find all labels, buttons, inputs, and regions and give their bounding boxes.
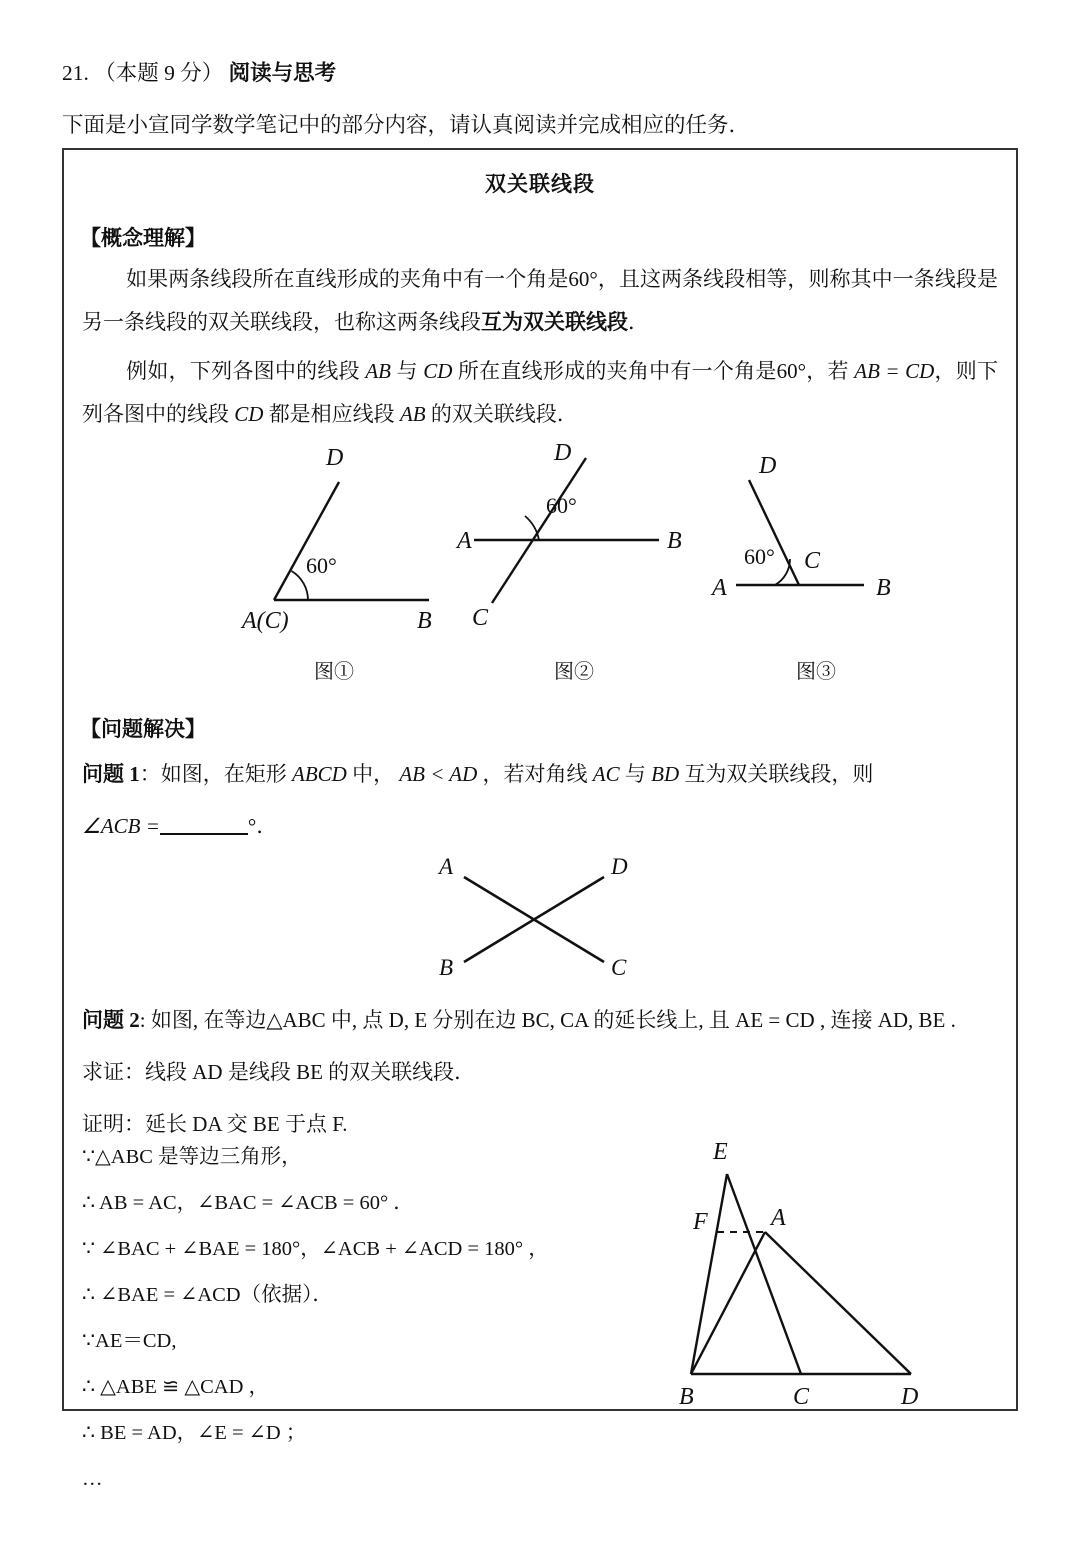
figure-2-angle-value: 60° [546, 493, 577, 519]
rectangle-figure-wrap [64, 857, 1016, 989]
problem-1-line-2 [82, 805, 998, 847]
figure-2-label-C: C [472, 605, 489, 632]
figure-1-angle-diagram [214, 440, 474, 640]
triangle-label-C: C [793, 1384, 810, 1411]
figure-2-label-B: B [667, 528, 682, 555]
concept-p1-end: ． [628, 310, 649, 335]
figure-3-label-B: B [876, 575, 891, 602]
figure-2-label-D: D [554, 440, 572, 467]
proof-line: ∵AE＝CD, [82, 1330, 177, 1353]
problem-2-line-1 [82, 999, 998, 1041]
cp2-c: 所在直线形成的夹角中有一个角是60°，若 [452, 359, 855, 384]
p1-text-a: ：如图，在矩形 [139, 762, 292, 787]
triangle-label-F: F [693, 1209, 708, 1236]
triangle-label-E: E [713, 1139, 728, 1166]
figure-caption-2: 图② [554, 661, 594, 684]
p1-angle-acb: ∠ACB = [82, 814, 160, 839]
answer-blank-acb[interactable] [160, 812, 248, 835]
p1-text-b: 中， [346, 762, 400, 787]
proof-line: ∵ ∠BAC + ∠BAE = 180°，∠ACB + ∠ACD = 180° ， [82, 1238, 549, 1261]
rectangle-label-D: D [611, 857, 628, 880]
rectangle-abcd-diagram [419, 857, 659, 987]
figure-2-label-A: A [457, 528, 472, 555]
figure-3-angle-value: 60° [744, 544, 775, 570]
triangle-label-B: B [679, 1384, 694, 1411]
section-heading-concept: 【概念理解】 [80, 226, 206, 250]
p1-text-d: 与 [619, 762, 652, 787]
cp2-a: 例如，下列各图中的线段 [126, 359, 366, 384]
example-figures-row [64, 440, 1016, 655]
proof-line: ∵△ABC 是等边三角形， [82, 1146, 302, 1169]
question-number: 21. [62, 61, 89, 85]
concept-p1-bold: 互为双关联线段 [481, 310, 628, 335]
p1-ac: AC [592, 762, 620, 787]
triangle-label-D: D [901, 1384, 919, 1411]
p2-statement: : 如图, 在等边△ABC 中, 点 D, E 分别在边 BC, CA 的延长线上, 且 AE = CD , 连接 AD, BE . [139, 1008, 956, 1033]
p1-degree-tail: °． [247, 814, 278, 839]
problem-2-label: 问题 2 [82, 1008, 140, 1033]
problem-2-line-3: 证明：延长 DA 交 BE 于点 F. [82, 1112, 348, 1137]
question-score-note: （本题 9 分） [94, 61, 224, 85]
p1-bd: BD [651, 762, 680, 787]
problem-1-label: 问题 1 [82, 762, 140, 787]
note-title: 双关联线段 [485, 172, 595, 196]
cp2-d: ，则下列各图中的线段 [82, 359, 999, 427]
concept-p1-text: 如果两条线段所在直线形成的夹角中有一个角是60°，且这两条线段相等，则称其中一条线段是另一条线段的双关联线段，也称这两条线段 [82, 267, 998, 335]
figure-3-label-C: C [804, 548, 821, 575]
proof-line-ellipsis: … [82, 1468, 103, 1491]
figure-3-angle-diagram [704, 440, 964, 640]
figure-1-label-AC: A(C) [242, 608, 289, 635]
figure-captions-row [64, 655, 1016, 689]
section-heading-problem-solving: 【问题解决】 [80, 717, 206, 742]
p1-text-e: 互为双关联线段，则 [679, 762, 874, 787]
question-title: 阅读与思考 [228, 61, 337, 85]
concept-paragraph-2 [82, 350, 998, 436]
rectangle-label-B: B [439, 955, 454, 981]
p1-inequality: AB < AD [399, 762, 478, 787]
p1-text-c: ，若对角线 [477, 762, 593, 787]
cp2-cd2: CD [234, 402, 264, 427]
rectangle-label-A: A [439, 857, 454, 880]
proof-area [64, 1139, 1016, 1547]
proof-line: ∴ △ABE ≌ △CAD ， [82, 1376, 270, 1399]
proof-line: ∴ ∠BAE = ∠ACD（依据）． [82, 1284, 333, 1307]
figure-1-label-B: B [417, 608, 432, 635]
figure-3-label-D: D [759, 453, 777, 480]
problem-1-line-1 [82, 753, 998, 795]
figure-2-angle-diagram [454, 440, 714, 640]
figure-caption-3: 图③ [796, 661, 836, 684]
figure-caption-1: 图① [314, 661, 354, 684]
question-heading [62, 62, 1022, 85]
cp2-ab: AB [365, 359, 391, 384]
figure-1-angle-value: 60° [306, 553, 337, 579]
cp2-b: 与 [390, 359, 424, 384]
proof-line-list [82, 1147, 642, 1515]
cp2-eq: AB = CD [854, 359, 935, 384]
proof-line: ∴ BE = AD，∠E = ∠D ； [82, 1422, 307, 1445]
concept-paragraph-1 [82, 258, 998, 344]
question-lead-text: 下面是小宣同学数学笔记中的部分内容，请认真阅读并完成相应的任务． [62, 113, 751, 137]
figure-3-label-A: A [712, 575, 727, 602]
triangle-proof-diagram [649, 1129, 969, 1419]
cp2-f: 的双关联线段． [425, 402, 578, 427]
p1-abcd: ABCD [292, 762, 347, 787]
cp2-e: 都是相应线段 [263, 402, 400, 427]
cp2-cd: CD [423, 359, 453, 384]
triangle-label-A: A [771, 1205, 786, 1232]
note-box [62, 148, 1018, 1491]
proof-line: ∴ AB = AC，∠BAC = ∠ACB = 60° ． [82, 1192, 414, 1215]
cp2-ab2: AB [399, 402, 426, 427]
rectangle-label-C: C [611, 955, 627, 981]
figure-1-label-D: D [326, 445, 344, 472]
problem-2-line-2: 求证：线段 AD 是线段 BE 的双关联线段． [82, 1060, 476, 1085]
